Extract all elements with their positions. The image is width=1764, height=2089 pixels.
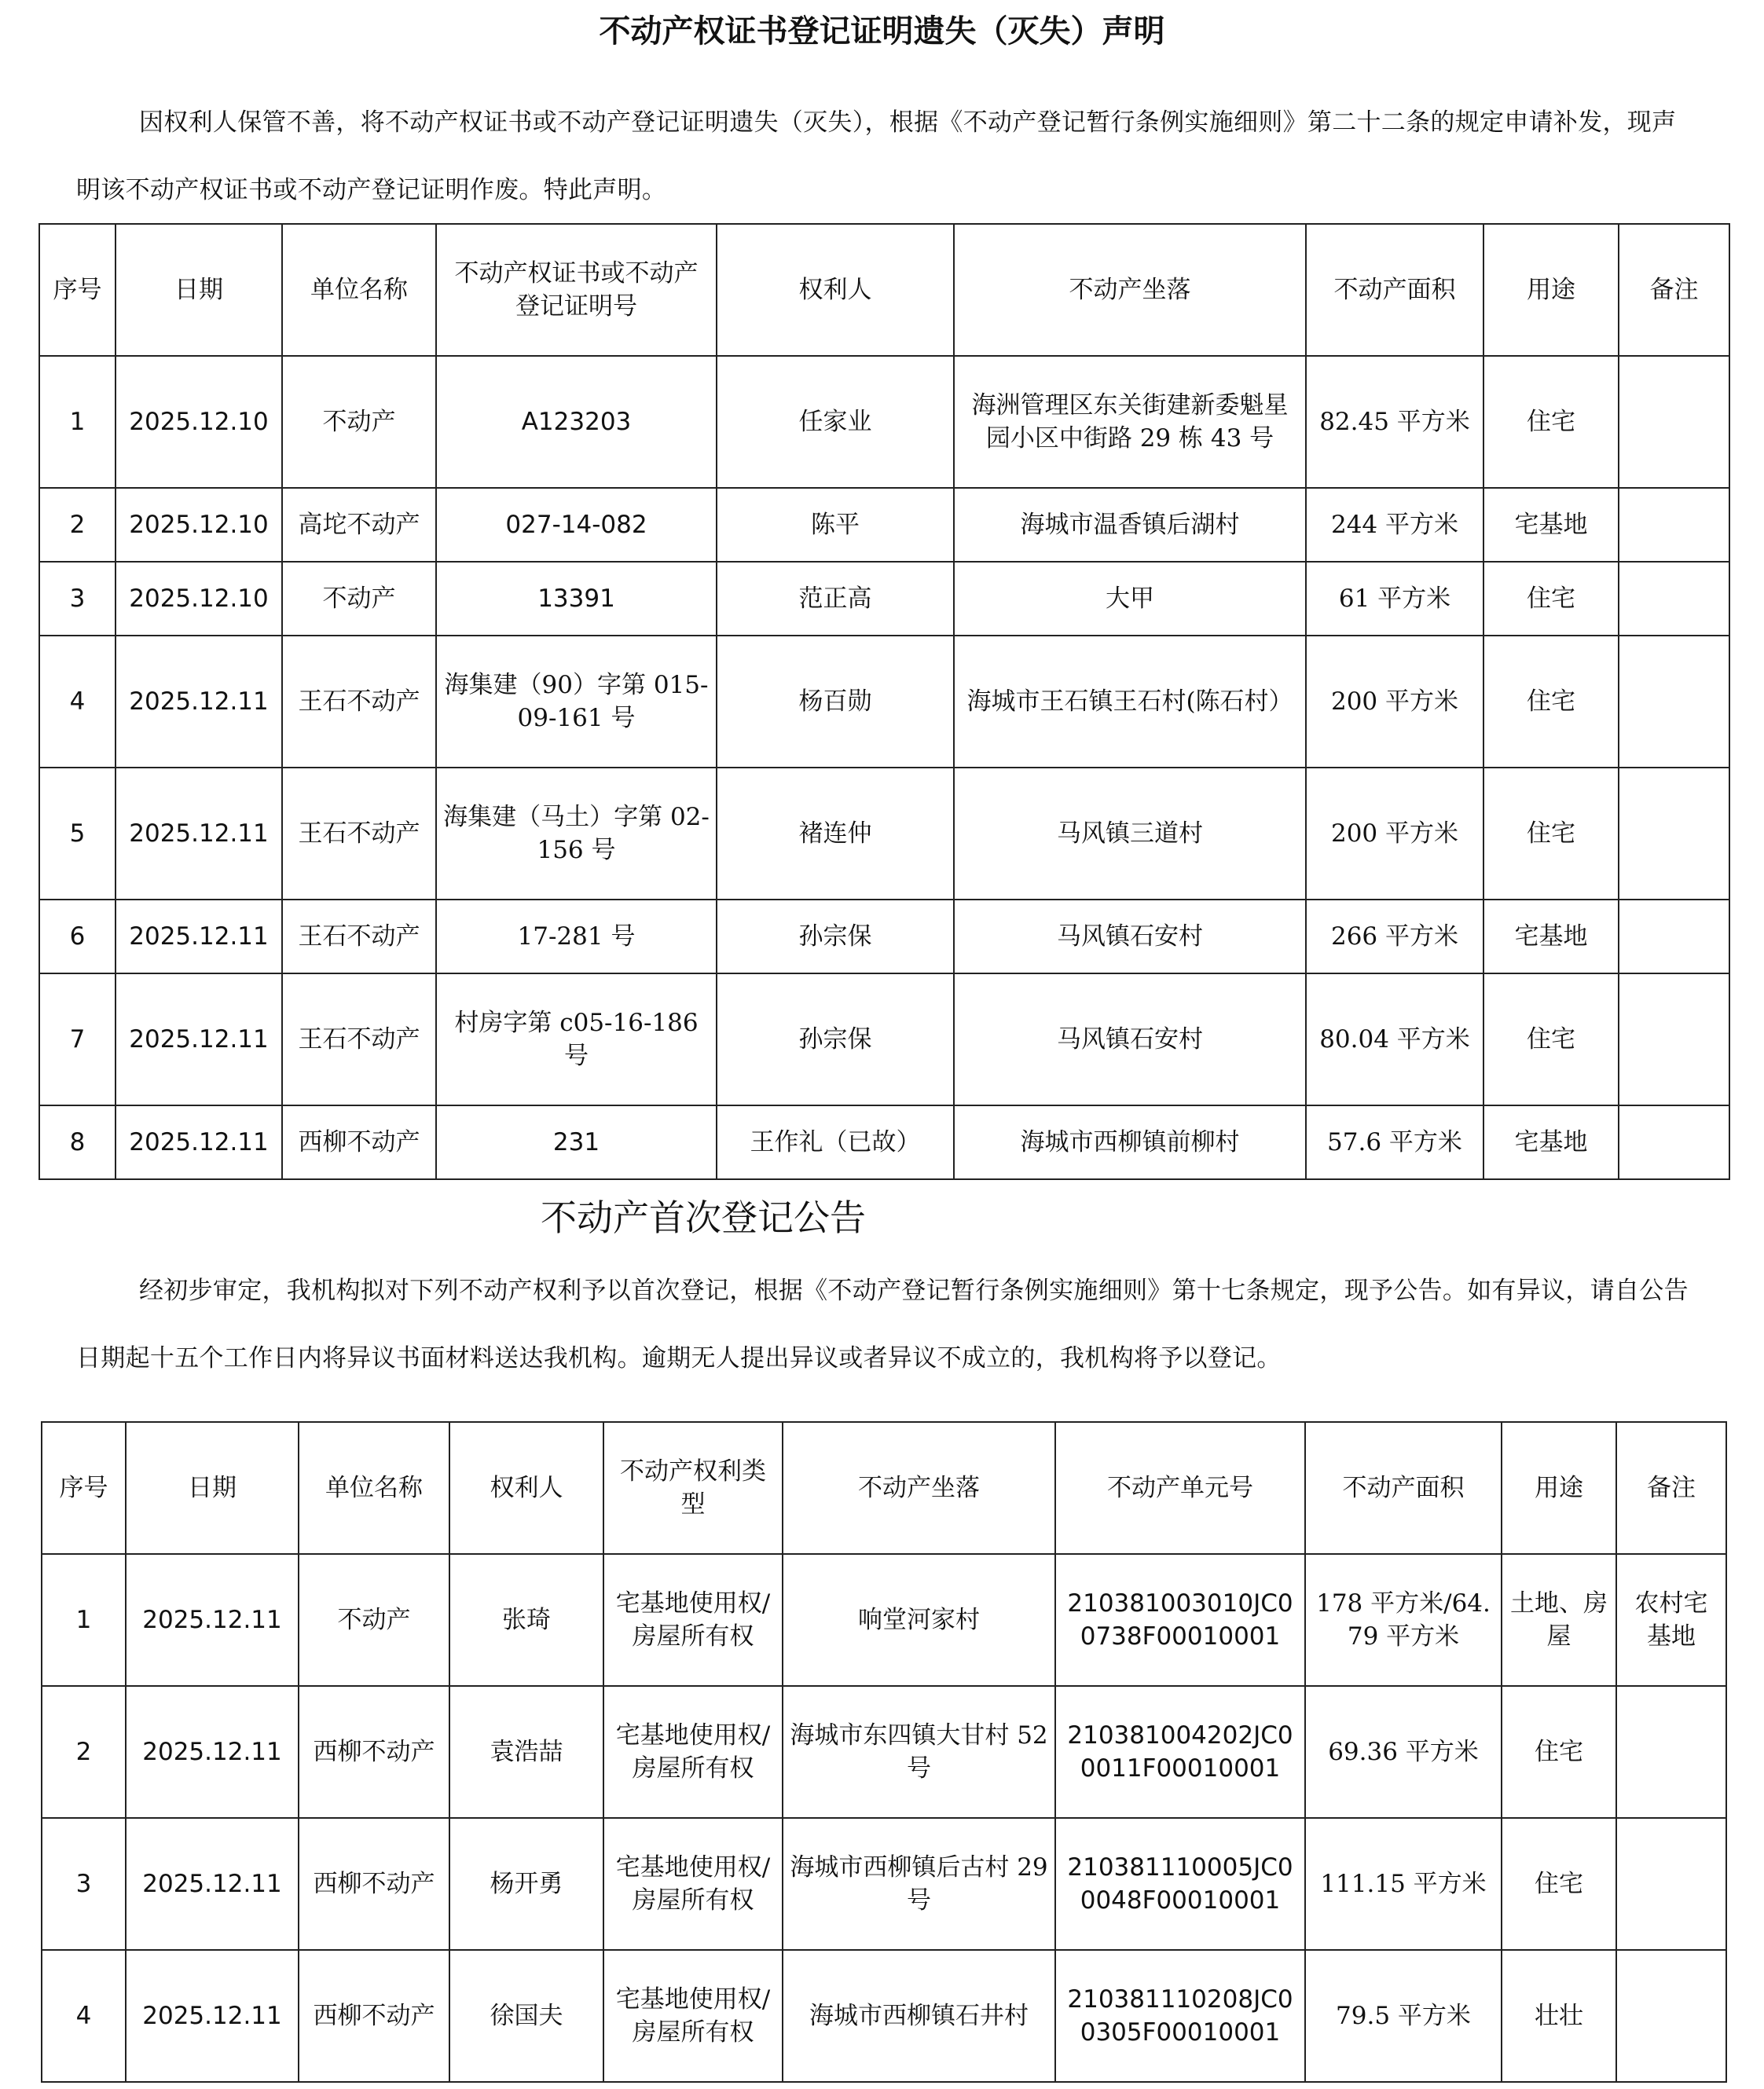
table-cell: 褚连仲: [717, 768, 954, 900]
table-cell: 王石不动产: [282, 900, 436, 973]
table-row: [39, 636, 1729, 768]
table-cell: 杨百勋: [717, 636, 954, 768]
column-header: 不动产权利类型: [603, 1422, 783, 1554]
column-header: 序号: [42, 1422, 126, 1554]
table-cell: 任家业: [717, 356, 954, 488]
table-cell: 宅基地: [1483, 1105, 1619, 1179]
table-cell: 孙宗保: [717, 973, 954, 1105]
table-cell: 69.36 平方米: [1305, 1686, 1502, 1818]
table-cell: 2025.12.11: [116, 1105, 282, 1179]
table-cell: 范正高: [717, 562, 954, 636]
first-registration-table: [41, 1421, 1727, 2083]
table-cell: [1619, 973, 1729, 1105]
column-header: 备注: [1619, 224, 1729, 356]
column-header: 不动产权证书或不动产登记证明号: [436, 224, 717, 356]
column-header: 日期: [126, 1422, 299, 1554]
table-cell: 住宅: [1502, 1686, 1616, 1818]
table-cell: 张琦: [449, 1554, 603, 1686]
table-cell: 海城市东四镇大甘村 52 号: [783, 1686, 1055, 1818]
table-cell: 杨开勇: [449, 1818, 603, 1950]
table-cell: 西柳不动产: [282, 1105, 436, 1179]
table-row: [39, 562, 1729, 636]
table-cell: 西柳不动产: [299, 1950, 449, 2082]
table-cell: 2025.12.11: [126, 1818, 299, 1950]
table-cell: 海城市王石镇王石村(陈石村）: [954, 636, 1306, 768]
table-cell: 高坨不动产: [282, 488, 436, 562]
column-header: 用途: [1502, 1422, 1616, 1554]
table-row: [42, 1554, 1726, 1686]
table-cell: 1: [42, 1554, 126, 1686]
table-cell: 2025.12.11: [126, 1686, 299, 1818]
table-cell: 5: [39, 768, 116, 900]
table-cell: 13391: [436, 562, 717, 636]
column-header: 日期: [116, 224, 282, 356]
table-row: [42, 1686, 1726, 1818]
table-cell: 210381110005JC00048F00010001: [1055, 1818, 1305, 1950]
table-cell: 王石不动产: [282, 973, 436, 1105]
table-cell: [1619, 356, 1729, 488]
table-cell: 陈平: [717, 488, 954, 562]
table-cell: 海城市西柳镇后古村 29 号: [783, 1818, 1055, 1950]
table-cell: 土地、房屋: [1502, 1554, 1616, 1686]
table-cell: 2025.12.10: [116, 562, 282, 636]
table-cell: 2025.12.10: [116, 356, 282, 488]
table-cell: 宅基地: [1483, 900, 1619, 973]
table-row: [39, 1105, 1729, 1179]
table-cell: 2025.12.11: [126, 1554, 299, 1686]
notice1-title: 不动产权证书登记证明遗失（灭失）声明: [599, 13, 1165, 49]
table-cell: 244 平方米: [1306, 488, 1483, 562]
table-cell: 王石不动产: [282, 768, 436, 900]
table-cell: 2025.12.11: [116, 636, 282, 768]
table-row: [39, 488, 1729, 562]
table-cell: 3: [39, 562, 116, 636]
column-header: 不动产单元号: [1055, 1422, 1305, 1554]
column-header: 序号: [39, 224, 116, 356]
table-cell: 80.04 平方米: [1306, 973, 1483, 1105]
table-cell: 不动产: [282, 356, 436, 488]
table-cell: [1619, 562, 1729, 636]
table-cell: 2025.12.10: [116, 488, 282, 562]
table-cell: 海城市西柳镇石井村: [783, 1950, 1055, 2082]
table-cell: 王石不动产: [282, 636, 436, 768]
notice2-title: 不动产首次登记公告: [541, 1197, 866, 1239]
table-cell: 住宅: [1483, 768, 1619, 900]
table-cell: 响堂河家村: [783, 1554, 1055, 1686]
column-header: 不动产面积: [1305, 1422, 1502, 1554]
table-row: [39, 356, 1729, 488]
table-cell: 住宅: [1483, 356, 1619, 488]
column-header: 单位名称: [299, 1422, 449, 1554]
table-cell: [1619, 900, 1729, 973]
table-cell: 袁浩喆: [449, 1686, 603, 1818]
table-cell: 17-281 号: [436, 900, 717, 973]
table-cell: 孙宗保: [717, 900, 954, 973]
table-row: [39, 900, 1729, 973]
table-cell: 57.6 平方米: [1306, 1105, 1483, 1179]
notice2-paragraph: 经初步审定，我机构拟对下列不动产权利予以首次登记，根据《不动产登记暂行条例实施细则》第十七条规定，现予公告。如有异议，请自公告日期起十五个工作日内将异议书面材料送达我机构。逾期无人提出异议或者异议不成立的，我机构将予以登记。: [76, 1277, 1689, 1373]
notice1-paragraph: 因权利人保管不善，将不动产权证书或不动产登记证明遗失（灭失），根据《不动产登记暂行条例实施细则》第二十二条的规定申请补发，现声明该不动产权证书或不动产登记证明作废。特此声明。: [76, 108, 1677, 204]
table-row: [39, 768, 1729, 900]
table-cell: 不动产: [299, 1554, 449, 1686]
table-cell: 海城市西柳镇前柳村: [954, 1105, 1306, 1179]
table-cell: 79.5 平方米: [1305, 1950, 1502, 2082]
table-cell: 2025.12.11: [126, 1950, 299, 2082]
table-cell: 海集建（马土）字第 02-156 号: [436, 768, 717, 900]
table-cell: 住宅: [1483, 636, 1619, 768]
table-cell: 4: [39, 636, 116, 768]
table-cell: 大甲: [954, 562, 1306, 636]
table-cell: [1616, 1950, 1726, 2082]
table-cell: 200 平方米: [1306, 768, 1483, 900]
table-cell: [1616, 1686, 1726, 1818]
table-cell: 2025.12.11: [116, 973, 282, 1105]
column-header: 不动产坐落: [954, 224, 1306, 356]
table-cell: 住宅: [1483, 562, 1619, 636]
table-cell: 海洲管理区东关街建新委魁星园小区中街路 29 栋 43 号: [954, 356, 1306, 488]
table-cell: [1616, 1818, 1726, 1950]
table-cell: 1: [39, 356, 116, 488]
table-cell: 178 平方米/64.79 平方米: [1305, 1554, 1502, 1686]
table-cell: 徐国夫: [449, 1950, 603, 2082]
table-cell: 宅基地: [1483, 488, 1619, 562]
table-cell: 2025.12.11: [116, 768, 282, 900]
table-cell: 210381003010JC00738F00010001: [1055, 1554, 1305, 1686]
table-header-row: [39, 224, 1729, 356]
table-cell: 马风镇石安村: [954, 900, 1306, 973]
table-row: [39, 973, 1729, 1105]
table-cell: 210381004202JC00011F00010001: [1055, 1686, 1305, 1818]
table-header-row: [42, 1422, 1726, 1554]
table-cell: 马风镇三道村: [954, 768, 1306, 900]
table-cell: 4: [42, 1950, 126, 2082]
table-cell: [1619, 488, 1729, 562]
table-cell: 农村宅基地: [1616, 1554, 1726, 1686]
table-cell: 2: [42, 1686, 126, 1818]
table-cell: 壮壮: [1502, 1950, 1616, 2082]
table-row: [42, 1950, 1726, 2082]
table-cell: 宅基地使用权/房屋所有权: [603, 1686, 783, 1818]
table-cell: 6: [39, 900, 116, 973]
column-header: 不动产坐落: [783, 1422, 1055, 1554]
table-cell: 111.15 平方米: [1305, 1818, 1502, 1950]
table-cell: 61 平方米: [1306, 562, 1483, 636]
table-cell: 231: [436, 1105, 717, 1179]
table-cell: [1619, 1105, 1729, 1179]
table-cell: 2025.12.11: [116, 900, 282, 973]
column-header: 单位名称: [282, 224, 436, 356]
table-cell: 266 平方米: [1306, 900, 1483, 973]
table-cell: 西柳不动产: [299, 1686, 449, 1818]
column-header: 用途: [1483, 224, 1619, 356]
column-header: 备注: [1616, 1422, 1726, 1554]
table-row: [42, 1818, 1726, 1950]
table-cell: 3: [42, 1818, 126, 1950]
column-header: 权利人: [449, 1422, 603, 1554]
table-cell: 宅基地使用权/房屋所有权: [603, 1818, 783, 1950]
table-cell: 8: [39, 1105, 116, 1179]
table-cell: 2: [39, 488, 116, 562]
table-cell: 82.45 平方米: [1306, 356, 1483, 488]
table-cell: 住宅: [1502, 1818, 1616, 1950]
table-cell: 海集建（90）字第 015-09-161 号: [436, 636, 717, 768]
table-cell: 海城市温香镇后湖村: [954, 488, 1306, 562]
column-header: 不动产面积: [1306, 224, 1483, 356]
table-cell: 宅基地使用权/房屋所有权: [603, 1554, 783, 1686]
table-cell: 027-14-082: [436, 488, 717, 562]
loss-statement-table: [39, 223, 1730, 1180]
table-cell: [1619, 768, 1729, 900]
table-cell: 王作礼（已故）: [717, 1105, 954, 1179]
table-cell: 不动产: [282, 562, 436, 636]
column-header: 权利人: [717, 224, 954, 356]
table-cell: 村房字第 c05-16-186 号: [436, 973, 717, 1105]
table-cell: 210381110208JC00305F00010001: [1055, 1950, 1305, 2082]
table-cell: 200 平方米: [1306, 636, 1483, 768]
table-cell: A123203: [436, 356, 717, 488]
table-cell: [1619, 636, 1729, 768]
table-cell: 西柳不动产: [299, 1818, 449, 1950]
table-cell: 住宅: [1483, 973, 1619, 1105]
table-cell: 马风镇石安村: [954, 973, 1306, 1105]
table-cell: 宅基地使用权/房屋所有权: [603, 1950, 783, 2082]
table-cell: 7: [39, 973, 116, 1105]
